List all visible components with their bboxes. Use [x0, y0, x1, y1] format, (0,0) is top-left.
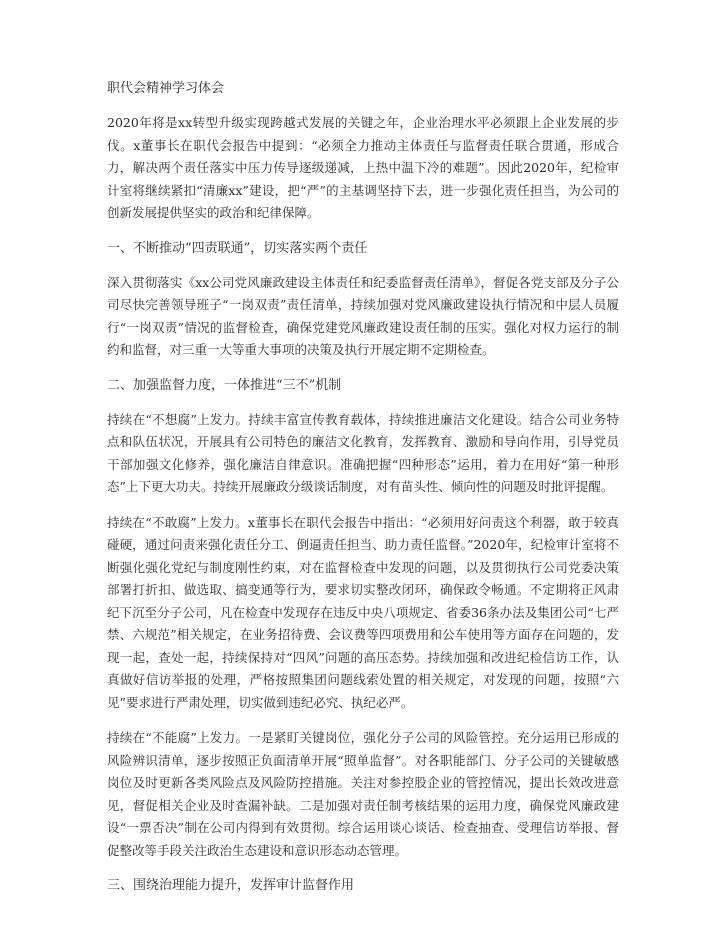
section-1-paragraph: 深入贯彻落实《xx公司党风廉政建设主体责任和纪委监督责任清单》，督促各党支部及分子公司尽快完善领导班子“一岗双责”责任清单，持续加强对党风廉政建设执行情况和中层人员履行“一岗双责”情况的监督检查，确保党建党风廉政建设责任制的压实。强化对权力运行的制约和监督，对三重一大等重大事项的决策及执行开展定期不定期检查。: [107, 274, 619, 357]
section-2-paragraph-1: 持续在“不想腐”上发力。持续丰富宣传教育载体，持续推进廉洁文化建设。结合公司业务特点和队伍状况，开展具有公司特色的廉洁文化教育，发挥教育、激励和导向作用，引导党员干部加强文化修养，强化廉洁自律意识。准确把握“四种形态”运用，着力在用好“第一种形态”上下更大功夫。持续开展廉政分级谈话制度，对有苗头性、倾向性的问题及时批评提醒。: [107, 411, 619, 494]
intro-paragraph: 2020年将是xx转型升级实现跨越式发展的关键之年，企业治理水平必须跟上企业发展的步伐。x董事长在职代会报告中提到：“必须全力推动主体责任与监督责任联合贯通，形成合力，解决两个责任落实中压力传导逐级递减，上热中温下冷的难题”。因此2020年，纪检审计室将继续紧扣“清廉xx”建设，把“严”的主基调坚持下去，进一步强化责任担当，为公司的创新发展提供坚实的政治和纪律保障。: [107, 115, 619, 220]
document-body: [107, 78, 619, 909]
document-title: 职代会精神学习体会: [107, 81, 225, 96]
section-2-paragraph-2: 持续在“不敢腐”上发力。x董事长在职代会报告中指出：“必须用好问责这个利器，敢于较真碰硬，通过问责来强化责任分工、倒逼责任担当、助力责任监督。”2020年，纪检审计室将不断强化强化党纪与制度刚性约束，对在监督检查中发现的问题，以及贯彻执行公司党委决策部署打折扣、做选取、搞变通等行为，要求切实整改闭环，确保政令畅通。不定期将正风肃纪下沉至分子公司，凡在检查中发现存在违反中央八项规定、省委36条办法及集团公司“七严禁、六规范”相关规定，在业务招待费、会议费等四项费用和公车使用等方面存在问题的，发现一起，查处一起，持续保持对“四风”问题的高压态势。持续加强和改进纪检信访工作，认真做好信访举报的处理，严格按照集团问题线索处置的相关规定，对发现的问题，按照“六见”要求进行严肃处理，切实做到违纪必究、执纪必严。: [107, 514, 619, 710]
section-heading-3: 三、围绕治理能力提升，发挥审计监督作用: [107, 878, 355, 893]
section-heading-1: 一、不断推动“四责联通”，切实落实两个责任: [107, 240, 368, 256]
section-heading-2: 二、加强监督力度，一体推进“三不”机制: [107, 377, 342, 393]
section-2-paragraph-3: 持续在“不能腐”上发力。一是紧盯关键岗位，强化分子公司的风险管控。充分运用已形成的风险辨识清单，逐步按照正负面清单开展“照单监督”。对各职能部门、分子公司的关键敏感岗位及时更新各类风险点及风险防控措施。关注对参控股企业的管控情况，提出长效改进意见，督促相关企业及时查漏补缺。二是加强对责任制考核结果的运用力度，确保党风廉政建设“一票否决”制在公司内得到有效贯彻。综合运用谈心谈话、检查抽查、受理信访举报、督促整改等手段关注政治生态建设和意识形态动态管理。: [107, 730, 619, 858]
